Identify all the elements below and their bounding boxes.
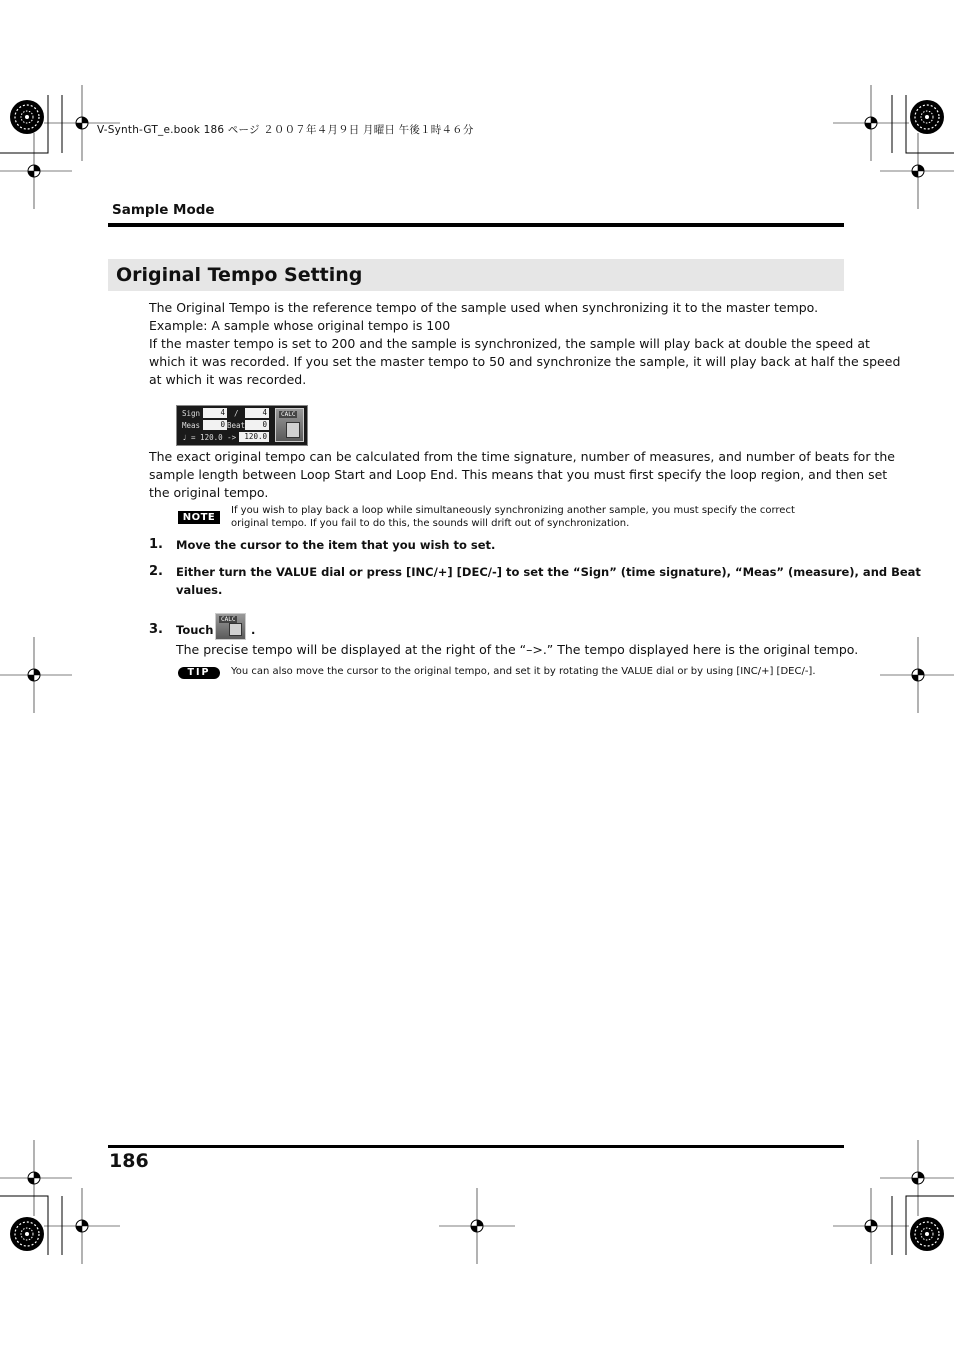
tempo-screen-image (176, 405, 308, 446)
note-line: original tempo. If you fail to do this, the sounds will drift out of synchronization. (231, 518, 630, 529)
body-line: the original tempo. (149, 485, 269, 500)
meas-label: Meas (182, 421, 201, 430)
step-text: Touch (176, 623, 214, 637)
body-line: sample length between Loop Start and Loop End. This means that you must first specify the loop region, and then set (149, 467, 888, 482)
step-text: Either turn the VALUE dial or press [INC/+] [DEC/-] to set the “Sign” (time signature), “Meas” (measure), and Beat (176, 565, 921, 579)
calc-button (275, 408, 304, 442)
step-number: 3. (149, 622, 163, 637)
step-text: . (251, 623, 256, 637)
tip-text: You can also move the cursor to the original tempo, and set it by rotating the VALUE dial or by using [INC/+] [DEC/-]. (231, 666, 816, 677)
book-header-line: V-Synth-GT_e.book 186 ページ ２００７年４月９日 月曜日 午後１時４６分 (97, 124, 474, 136)
step-number: 2. (149, 564, 163, 579)
note-line: If you wish to play back a loop while simultaneously synchronizing another sample, you must specify the correct (231, 505, 795, 516)
page-title: Original Tempo Setting (116, 264, 363, 286)
calc-button-icon (215, 613, 246, 640)
page-number: 186 (109, 1150, 149, 1172)
section-label: Sample Mode (112, 202, 215, 218)
beat-label: Beat (227, 421, 246, 430)
title-band (108, 259, 844, 291)
tempo-value: 120.0 (239, 432, 269, 442)
calc-label: CALC (221, 616, 236, 623)
step-number: 1. (149, 537, 163, 552)
step-detail: The precise tempo will be displayed at the right of the “–>.” The tempo displayed here is the original tempo. (176, 642, 859, 657)
sign-value: 4 (203, 408, 227, 418)
note-text (231, 504, 795, 530)
intro-line: If the master tempo is set to 200 and the sample is synchronized, the sample will play back at double the speed at (149, 336, 870, 351)
intro-line: The Original Tempo is the reference tempo of the sample used when synchronizing it to the master tempo. (149, 300, 819, 315)
note-badge: NOTE (178, 511, 220, 524)
bottom-rule (108, 1145, 844, 1148)
intro-line: at which it was recorded. (149, 372, 307, 387)
intro-line: Example: A sample whose original tempo is 100 (149, 318, 451, 333)
intro-line: which it was recorded. If you set the master tempo to 50 and synchronize the sample, it will play back at half the speed (149, 354, 901, 369)
sign-slash: / (234, 409, 239, 418)
beat-value: 0 (245, 420, 269, 430)
calculator-icon (229, 623, 242, 636)
sign-label: Sign (182, 409, 201, 418)
calculator-icon (286, 422, 300, 438)
sign-denominator: 4 (245, 408, 269, 418)
meas-value: 0 (203, 420, 227, 430)
calc-label: CALC (281, 411, 296, 418)
tempo-label: ♩ = 120.0 -> (182, 433, 237, 442)
step-text: Move the cursor to the item that you wish to set. (176, 538, 496, 552)
tip-badge: TIP (178, 667, 220, 679)
top-rule (108, 223, 844, 227)
step-text: values. (176, 583, 223, 597)
body-line: The exact original tempo can be calculated from the time signature, number of measures, and number of beats for the (149, 449, 895, 464)
